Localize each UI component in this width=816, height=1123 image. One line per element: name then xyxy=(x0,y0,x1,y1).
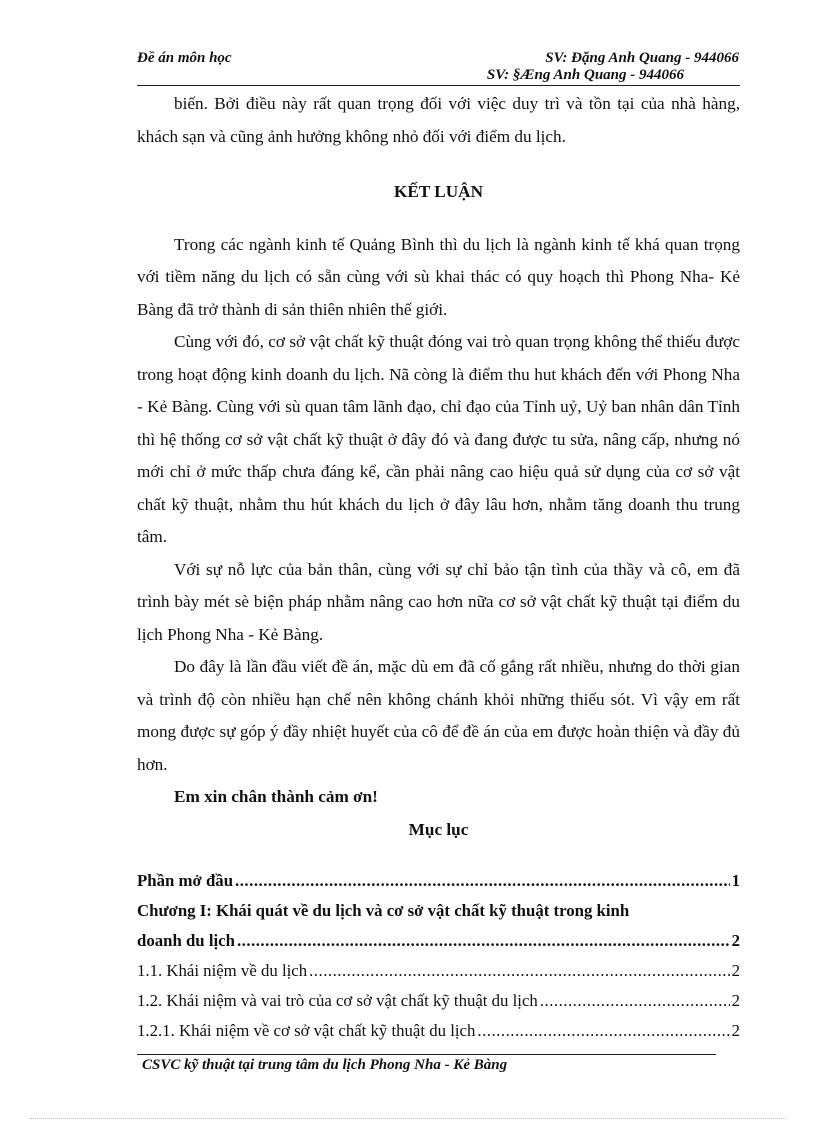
toc-leader-dots xyxy=(540,986,730,1016)
toc-entry[interactable] xyxy=(137,866,740,896)
toc-entry-page: 2 xyxy=(731,961,740,980)
footer-text: CSVC kỹ thuật tại trung tâm du lịch Phong Nha - Kẻ Bàng xyxy=(142,1057,508,1073)
table-of-contents xyxy=(137,866,740,1046)
toc-leader-dots xyxy=(235,866,730,896)
toc-entry-label-line1: Chương I: Khái quát về du lịch và cơ sở vật chất kỹ thuật trong kinh xyxy=(137,901,630,920)
header-rule xyxy=(137,85,740,86)
toc-entry-label-line2: doanh du lịch xyxy=(137,931,235,950)
toc-entry-page: 2 xyxy=(731,991,740,1010)
page-bottom-divider xyxy=(30,1118,786,1119)
paragraph-3: Với sự nỗ lực của bản thân, cùng với sự chỉ bảo tận tình của thầy và cô, em đã trình bày mét sè biện pháp nhằm nâng cao hơn nữa cơ sở vật chất kỹ thuật tại điểm du lịch Phong Nha - Kẻ Bàng. xyxy=(137,559,740,644)
toc-entry[interactable] xyxy=(137,956,740,986)
document-body xyxy=(137,88,740,1046)
conclusion-title: KẾT LUẬN xyxy=(394,182,483,201)
toc-entry-label: 1.1. Khái niệm về du lịch xyxy=(137,961,308,980)
paragraph-1: Trong các ngành kinh tế Quảng Bình thì du lịch là ngành kinh tế khá quan trọng với tiềm năng du lịch có sẵn cùng với sù khai thác có quy hoạch thì Phong Nha- Kẻ Bàng đã trở thành di sản thiên nhiên thế giới. xyxy=(137,234,740,319)
paragraph-4: Do đây là lần đầu viết đề án, mặc dù em đã cố gắng rất nhiều, nhưng do thời gian và trình độ còn nhiều hạn chế nên không chánh khỏi những thiếu sót. Vì vậy em rất mong được sự góp ý đầy nhiệt huyết của cô để đề án của em được hoàn thiện và đầy đủ hơn. xyxy=(137,657,740,774)
toc-entry-label: 1.2.1. Khái niệm về cơ sở vật chất kỹ thuật du lịch xyxy=(137,1021,476,1040)
toc-entry-label: 1.2. Khái niệm và vai trò của cơ sở vật chất kỹ thuật du lịch xyxy=(137,991,538,1010)
header-course-title: Đề án môn học xyxy=(137,50,232,66)
toc-entry-page: 1 xyxy=(731,871,740,890)
toc-entry[interactable] xyxy=(137,1016,740,1046)
footer-rule xyxy=(137,1054,716,1055)
toc-entry-page: 2 xyxy=(731,1021,740,1040)
toc-entry[interactable] xyxy=(137,896,740,956)
toc-title: Mục lục xyxy=(408,819,469,839)
paragraph-continued: biến. Bởi điều này rất quan trọng đối với việc duy trì và tồn tại của nhà hàng, khách sạn và cũng ảnh hưởng không nhỏ đối với điểm du lịch. xyxy=(137,94,740,146)
toc-entry-page: 2 xyxy=(731,931,740,950)
toc-entry-label: Phần mở đầu xyxy=(137,871,234,890)
header-student-name: SV: Đặng Anh Quang - 944066 xyxy=(545,50,739,66)
toc-leader-dots xyxy=(477,1016,729,1046)
toc-entry[interactable] xyxy=(137,986,740,1016)
thanks-line: Em xin chân thành cảm ơn! xyxy=(174,787,378,806)
paragraph-2: Cùng với đó, cơ sở vật chất kỹ thuật đóng vai trò quan trọng không thể thiếu được trong hoạt động kinh doanh du lịch. Nã còng là điểm thu hut khách đến với Phong Nha - Kẻ Bàng. Cùng với sù quan tâm lãnh đạo, chỉ đạo của Tỉnh uỷ, Uỷ ban nhân dân Tỉnh thì hệ thống cơ sở vật chất kỹ thuật ở đây đó và đang được tu sửa, nâng cấp, nhưng nó mới chỉ ở mức thấp chưa đáng kể, cần phải nâng cao hiệu quả sử dụng của cơ sở vật chất kỹ thuật, nhằm thu hút khách du lịch ở đây lâu hơn, nhằm tăng doanh thu trung tâm. xyxy=(137,332,740,546)
header-student-name-garbled: SV: §Æng Anh Quang - 944066 xyxy=(486,67,684,83)
toc-leader-dots xyxy=(237,926,730,956)
toc-leader-dots xyxy=(309,956,730,986)
